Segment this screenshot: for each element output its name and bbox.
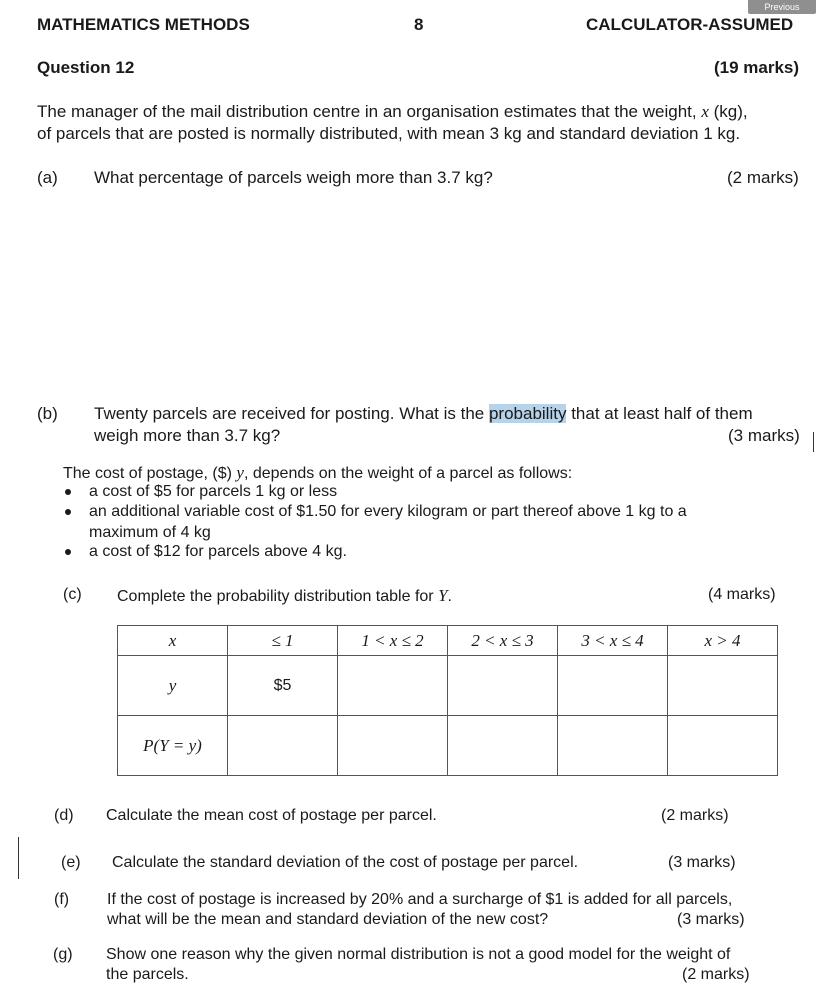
- part-e-text: Calculate the standard deviation of the cost of postage per parcel.: [112, 854, 579, 871]
- table-cell[interactable]: [338, 656, 448, 716]
- bullet-icon: [65, 489, 71, 495]
- cost-bullet-2: an additional variable cost of $1.50 for every kilogram or part thereof above 1 kg to a: [89, 503, 687, 520]
- part-c-marks: (4 marks): [708, 586, 776, 603]
- cost-bullet-3: a cost of $12 for parcels above 4 kg.: [89, 543, 347, 560]
- part-b-label: (b): [37, 404, 58, 423]
- part-a-marks: (2 marks): [727, 168, 799, 187]
- header-cell-x: x: [118, 626, 228, 656]
- part-e-label: (e): [61, 854, 81, 871]
- header-cell: ≤ 1: [228, 626, 338, 656]
- cost-bullet-2-cont: maximum of 4 kg: [89, 524, 211, 541]
- part-f-label: (f): [54, 891, 70, 908]
- table-cell[interactable]: [668, 716, 778, 776]
- part-d-text: Calculate the mean cost of postage per parcel.: [106, 807, 437, 824]
- var-x: x: [701, 102, 709, 121]
- text-cursor: [813, 432, 814, 452]
- part-g-line-2: the parcels.: [106, 966, 189, 983]
- table-cell[interactable]: [558, 716, 668, 776]
- previous-button[interactable]: Previous: [748, 0, 816, 14]
- table-cell[interactable]: [448, 656, 558, 716]
- part-e-marks: (3 marks): [668, 854, 736, 871]
- part-b-line-1: Twenty parcels are received for posting. What is the probability that at least half of them: [94, 404, 753, 423]
- header-calculator: CALCULATOR-ASSUMED: [586, 15, 794, 34]
- probability-distribution-table: [117, 625, 778, 776]
- part-a-text: What percentage of parcels weigh more than 3.7 kg?: [94, 168, 493, 187]
- margin-line: [18, 837, 19, 879]
- selected-word[interactable]: probability: [488, 404, 567, 423]
- table-cell[interactable]: [668, 656, 778, 716]
- table-cell[interactable]: [228, 716, 338, 776]
- part-d-marks: (2 marks): [661, 807, 729, 824]
- part-d-label: (d): [54, 807, 74, 824]
- part-f-line-1: If the cost of postage is increased by 20% and a surcharge of $1 is added for all parcels,: [107, 891, 733, 908]
- row-label-y: y: [118, 656, 228, 716]
- table-cell[interactable]: [448, 716, 558, 776]
- table-cell[interactable]: [338, 716, 448, 776]
- cost-intro: The cost of postage, ($) y, depends on the weight of a parcel as follows:: [63, 463, 573, 482]
- bullet-icon: [65, 509, 71, 515]
- table-row-probability: [118, 716, 778, 776]
- part-c-text: Complete the probability distribution table for Y.: [117, 586, 452, 605]
- part-g-marks: (2 marks): [682, 966, 750, 983]
- part-b-marks: (3 marks): [728, 426, 800, 445]
- part-g-label: (g): [53, 946, 73, 963]
- table-row-header: [118, 626, 778, 656]
- header-cell: 2 < x ≤ 3: [448, 626, 558, 656]
- question-title: Question 12: [37, 58, 135, 77]
- part-c-label: (c): [63, 586, 82, 603]
- table-cell: $5: [228, 656, 338, 716]
- header-cell: 1 < x ≤ 2: [338, 626, 448, 656]
- part-f-line-2: what will be the mean and standard deviation of the new cost?: [107, 911, 549, 928]
- part-f-marks: (3 marks): [677, 911, 745, 928]
- table-cell[interactable]: [558, 656, 668, 716]
- header-cell: x > 4: [668, 626, 778, 656]
- part-g-line-1: Show one reason why the given normal distribution is not a good model for the weight of: [106, 946, 731, 963]
- part-a-label: (a): [37, 168, 58, 187]
- cost-bullet-1: a cost of $5 for parcels 1 kg or less: [89, 483, 338, 500]
- var-y: y: [236, 463, 244, 482]
- var-Y: Y: [438, 586, 448, 605]
- row-label-probability: P(Y = y): [118, 716, 228, 776]
- intro-line-2: of parcels that are posted is normally distributed, with mean 3 kg and standard deviation 1 kg.: [37, 124, 741, 143]
- part-b-line-2: weigh more than 3.7 kg?: [94, 426, 281, 445]
- table-row-y: [118, 656, 778, 716]
- page-number: 8: [414, 15, 424, 34]
- intro-line-1: The manager of the mail distribution centre in an organisation estimates that the weight, x (kg),: [37, 102, 748, 121]
- question-marks: (19 marks): [714, 58, 800, 77]
- header-subject: MATHEMATICS METHODS: [37, 15, 250, 34]
- bullet-icon: [65, 549, 71, 555]
- header-cell: 3 < x ≤ 4: [558, 626, 668, 656]
